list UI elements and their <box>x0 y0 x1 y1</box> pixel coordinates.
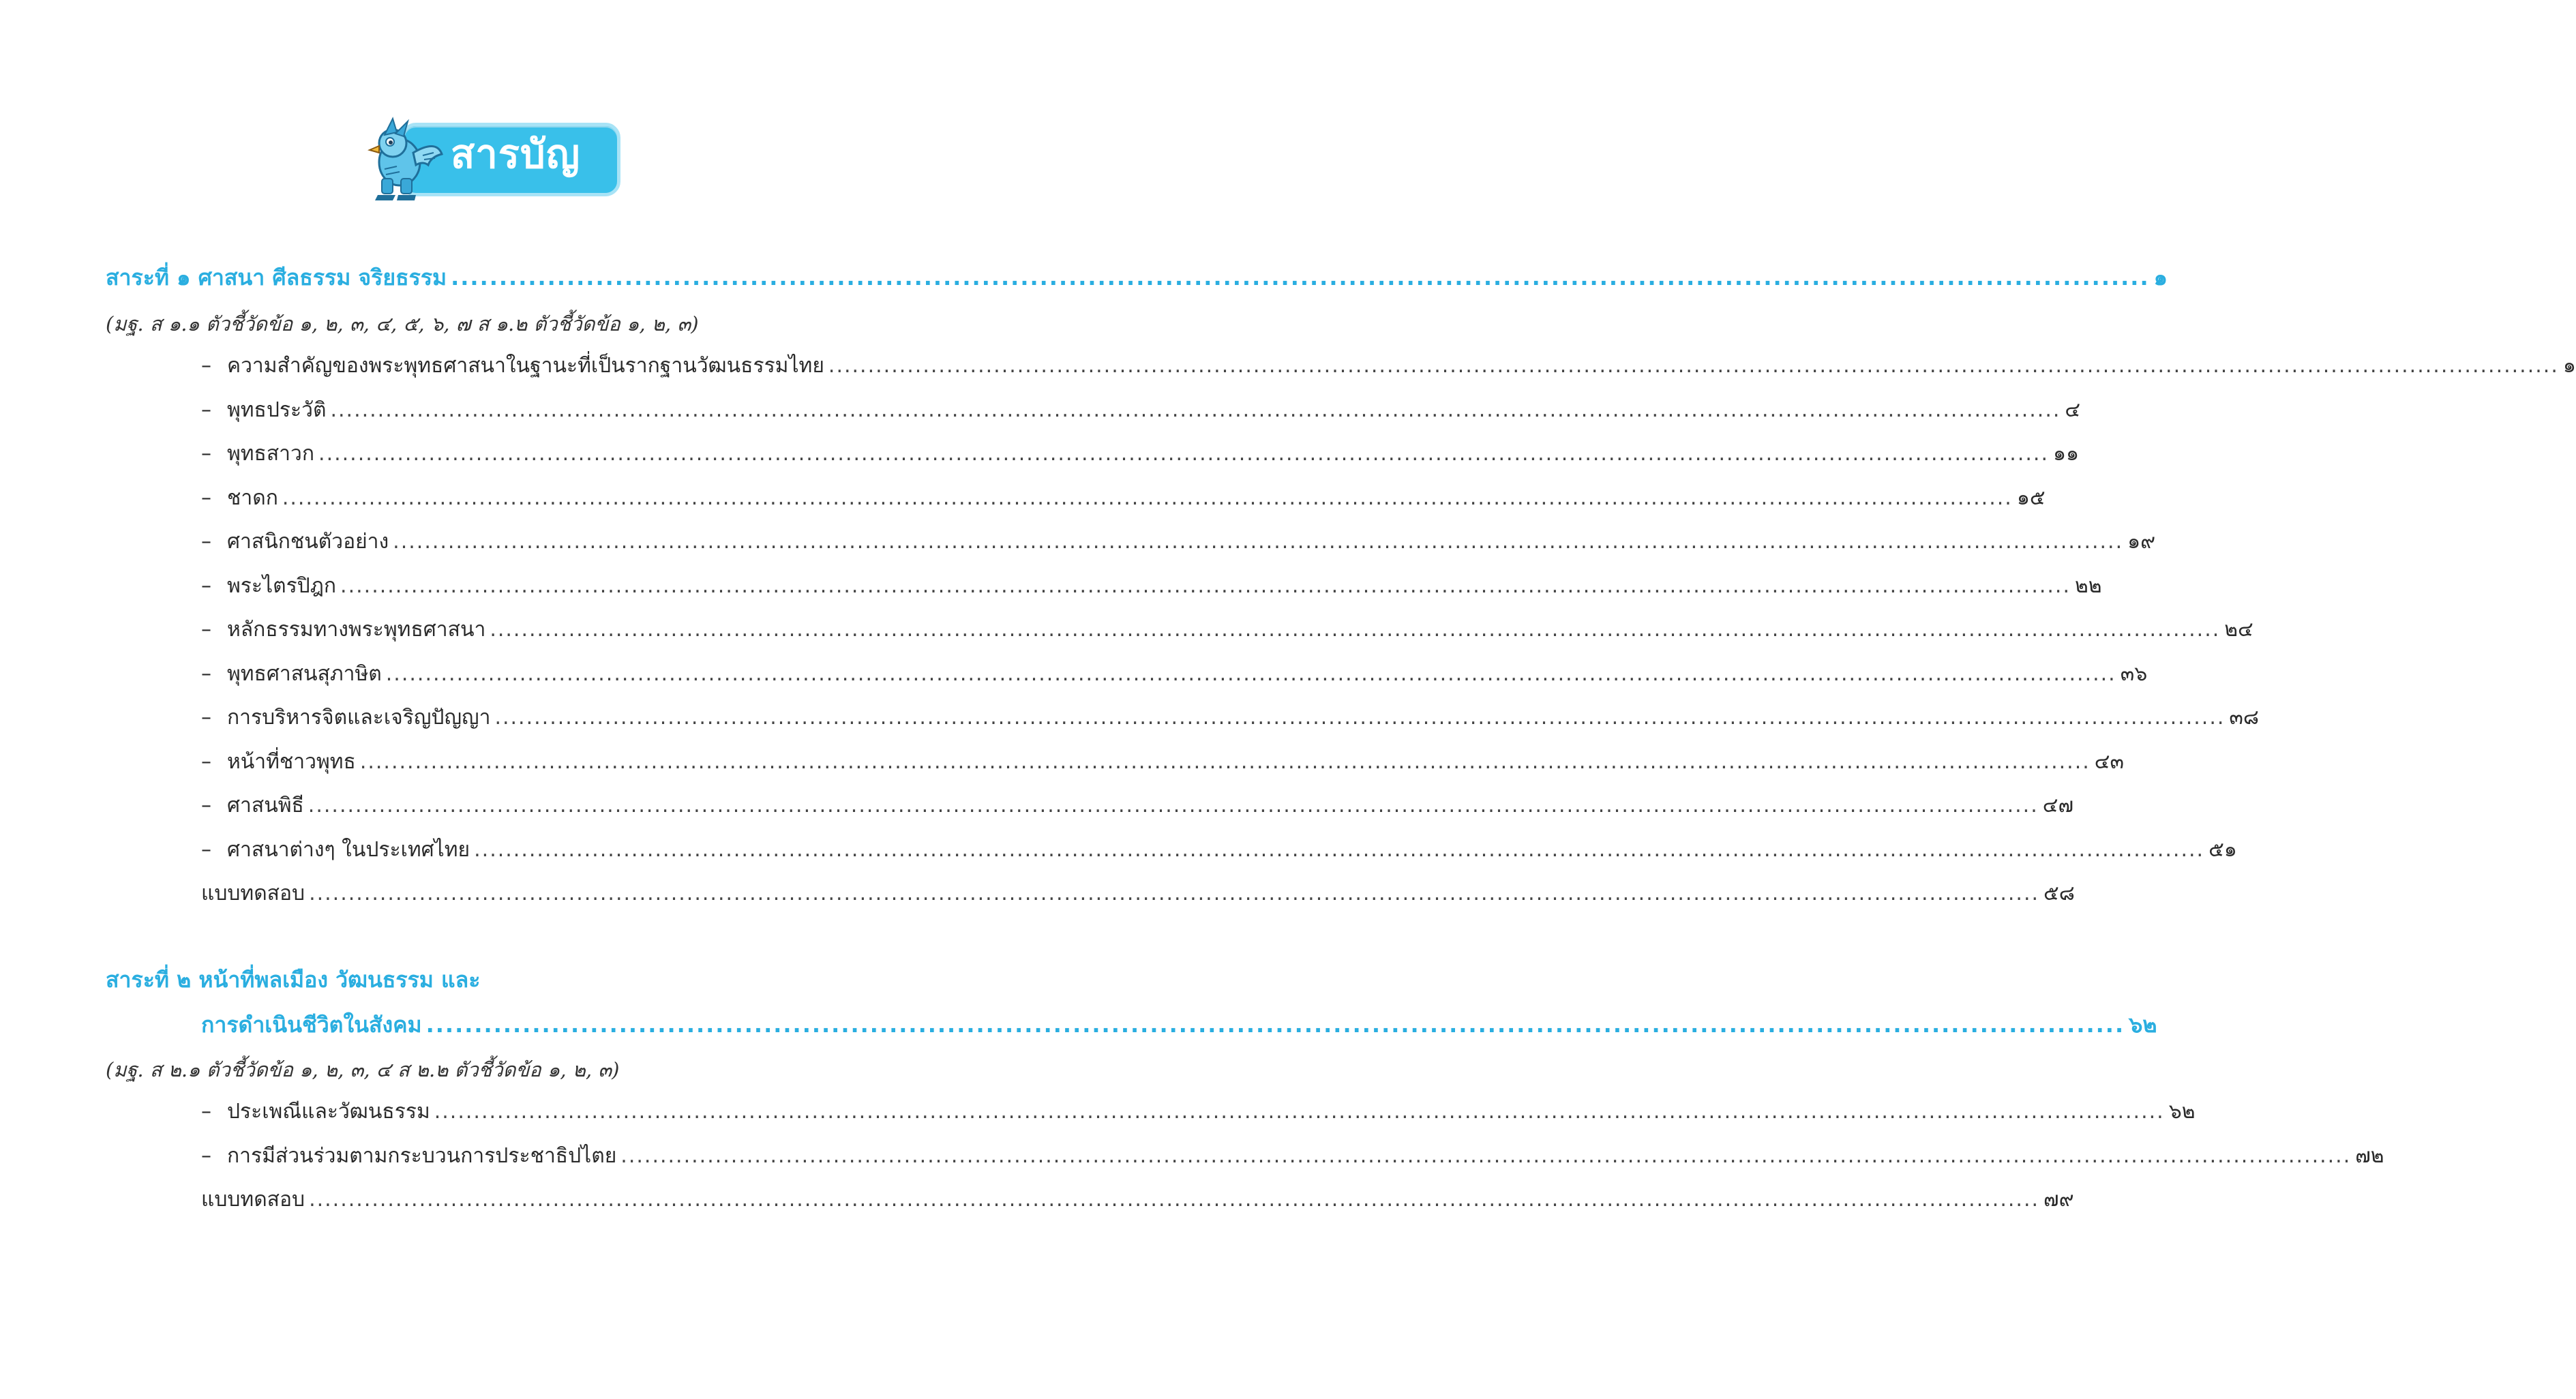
section-2-page: ๖๒ <box>2129 1012 2157 1038</box>
section-2-title: การดำเนินชีวิตในสังคม <box>201 1012 422 1038</box>
toc-entry-page: ๑๙ <box>2127 530 2156 554</box>
toc-bullet: – <box>201 573 211 598</box>
leader-dots: ............................................................................................................................................................................................................................ <box>828 354 2559 378</box>
toc-entry-page: ๒๒ <box>2075 573 2102 598</box>
toc-entry[interactable] <box>201 1096 2196 1128</box>
toc-entry-label: แบบทดสอบ <box>201 882 305 905</box>
toc-entry-page: ๓๘ <box>2229 706 2260 729</box>
section-1-standards: (มฐ. ส ๑.๑ ตัวชี้วัดข้อ ๑, ๒, ๓, ๔, ๕, ๖, ๗ ส ๑.๒ ตัวชี้วัดข้อ ๑, ๒, ๓) <box>106 312 699 335</box>
leader-dots: ............................................................................................................................................................................................................................ <box>309 1188 2040 1212</box>
toc-bullet: – <box>201 1143 211 1168</box>
section-2-heading-line1[interactable]: สาระที่ ๒ หน้าที่พลเมือง วัฒนธรรม และ <box>106 967 481 993</box>
toc-bullet: – <box>201 749 211 774</box>
leader-dots: ............................................................................................................................................................................................................................ <box>330 397 2061 422</box>
toc-bullet: – <box>201 397 211 422</box>
leader-dots: ............................................................................................................................................................................................................................ <box>282 485 2013 510</box>
toc-entry-label: ประเพณีและวัฒนธรรม <box>227 1100 430 1124</box>
leader-dots: ............................................................................................................................................................................................................................ <box>434 1100 2165 1124</box>
toc-entry-page: ๑๑ <box>2052 442 2080 466</box>
toc-entry[interactable] <box>201 877 2075 909</box>
leader-dots: ............................................................................................................................................................................................................................ <box>308 794 2039 817</box>
toc-entry[interactable] <box>201 394 2081 426</box>
toc-entry[interactable] <box>201 789 2074 822</box>
toc-entry[interactable] <box>201 438 2080 470</box>
toc-entry-label: หน้าที่ชาวพุทธ <box>227 749 356 774</box>
section-2-heading[interactable] <box>201 1008 2157 1042</box>
toc-entry-page: ๕๘ <box>2043 882 2075 905</box>
toc-bullet: – <box>201 706 211 729</box>
toc-entry-label: พุทธศาสนสุภาษิต <box>227 661 382 686</box>
toc-entry-label: ชาดก <box>227 485 278 510</box>
section-1-page: ๑ <box>2153 265 2168 290</box>
toc-entry-label: พระไตรปิฎก <box>227 573 337 598</box>
leader-dots: ............................................................................................................................................................................................................................ <box>490 618 2221 642</box>
toc-entry-label: การมีส่วนร่วมตามกระบวนการประชาธิปไตย <box>227 1143 617 1168</box>
leader-dots: ............................................................................................................................................................................................................................ <box>318 442 2049 466</box>
toc-entry-label: แบบทดสอบ <box>201 1188 305 1212</box>
leader-dots: ............................................................................................................................................................................................................................ <box>340 573 2071 598</box>
section-2-standards: (มฐ. ส ๒.๑ ตัวชี้วัดข้อ ๑, ๒, ๓, ๔ ส ๒.๒ ตัวชี้วัดข้อ ๑, ๒, ๓) <box>106 1058 620 1081</box>
toc-bullet: – <box>201 354 211 378</box>
toc-entry-label: การบริหารจิตและเจริญปัญญา <box>227 706 491 729</box>
toc-entry-label: ศาสนิกชนตัวอย่าง <box>227 530 389 554</box>
toc-bullet: – <box>201 530 211 554</box>
toc-entry[interactable] <box>201 1184 2074 1216</box>
toc-entry[interactable] <box>201 350 2576 382</box>
toc-bullet: – <box>201 1100 211 1124</box>
toc-entry[interactable] <box>201 658 2148 690</box>
toc-entry-page: ๗๒ <box>2355 1143 2384 1168</box>
toc-entry[interactable] <box>201 526 2156 558</box>
toc-bullet: – <box>201 485 211 510</box>
leader-dots: ................................................................................................................................................................................ <box>425 1012 2125 1038</box>
leader-dots: ............................................................................................................................................................................................................................ <box>474 837 2205 862</box>
toc-entry-label: พุทธสาวก <box>227 442 315 466</box>
toc-entry[interactable] <box>201 702 2260 734</box>
bird-mascot-icon <box>365 115 447 203</box>
leader-dots: ............................................................................................................................................................................................................................ <box>620 1143 2352 1168</box>
leader-dots: ................................................................................................................................................................................ <box>451 265 2150 290</box>
toc-entry-label: ความสำคัญของพระพุทธศาสนาในฐานะที่เป็นรากฐานวัฒนธรรมไทย <box>227 354 824 378</box>
leader-dots: ............................................................................................................................................................................................................................ <box>309 882 2040 905</box>
toc-entry-label: พุทธประวัติ <box>227 397 327 422</box>
toc-entry-page: ๔ <box>2065 397 2081 422</box>
title-banner <box>365 115 625 203</box>
toc-entry-page: ๒๔ <box>2224 618 2253 642</box>
toc-entry-page: ๗๙ <box>2043 1188 2074 1212</box>
toc-entry[interactable] <box>201 614 2253 646</box>
toc-entry-page: ๔๓ <box>2094 749 2124 774</box>
toc-entry-label: ศาสนาต่างๆ ในประเทศไทย <box>227 837 470 862</box>
page-title: สารบัญ <box>450 131 581 177</box>
toc-entry[interactable] <box>201 746 2124 778</box>
toc-bullet: – <box>201 618 211 642</box>
section-1-heading[interactable] <box>106 260 2168 295</box>
toc-bullet: – <box>201 837 211 862</box>
leader-dots: ............................................................................................................................................................................................................................ <box>494 706 2226 729</box>
toc-entry-label: หลักธรรมทางพระพุทธศาสนา <box>227 618 486 642</box>
toc-entry-label: ศาสนพิธี <box>227 794 304 817</box>
toc-entry-page: ๑ <box>2562 354 2576 378</box>
toc-entry-page: ๓๖ <box>2120 661 2148 686</box>
toc-entry[interactable] <box>201 570 2102 602</box>
leader-dots: ............................................................................................................................................................................................................................ <box>393 530 2124 554</box>
toc-entry[interactable] <box>201 834 2237 866</box>
toc-bullet: – <box>201 794 211 817</box>
leader-dots: ............................................................................................................................................................................................................................ <box>385 661 2116 686</box>
section-1-title: สาระที่ ๑ ศาสนา ศีลธรรม จริยธรรม <box>106 265 447 290</box>
toc-entry[interactable] <box>201 482 2046 514</box>
leader-dots: ............................................................................................................................................................................................................................ <box>359 749 2091 774</box>
toc-entry-page: ๔๗ <box>2042 794 2074 817</box>
toc-entry-page: ๖๒ <box>2168 1100 2196 1124</box>
toc-entry[interactable] <box>201 1140 2384 1172</box>
toc-bullet: – <box>201 442 211 466</box>
toc-entry-page: ๑๕ <box>2016 485 2046 510</box>
toc-bullet: – <box>201 661 211 686</box>
toc-entry-page: ๕๑ <box>2208 837 2237 862</box>
